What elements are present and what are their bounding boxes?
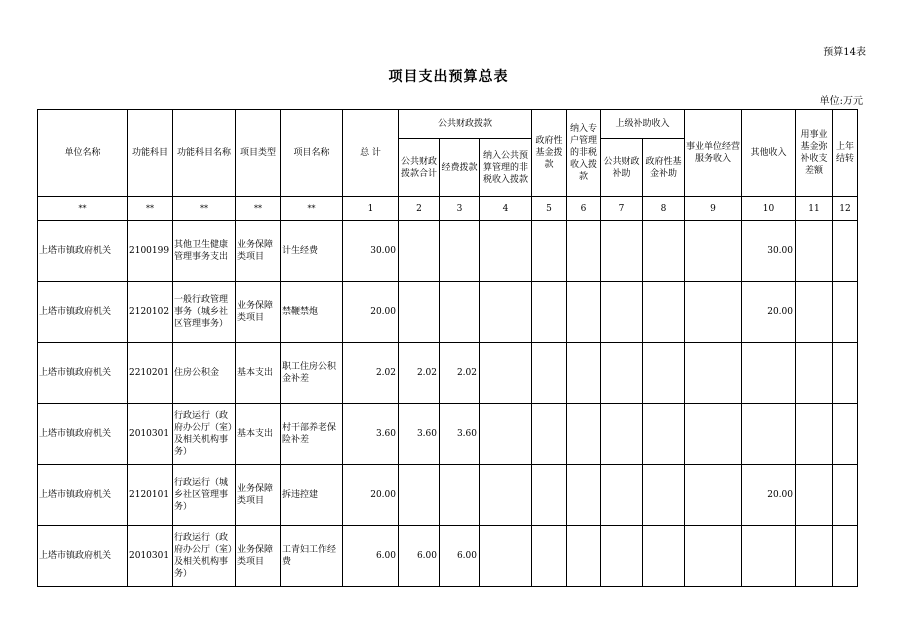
pf-subtotal-cell <box>399 282 440 343</box>
func-code-cell: 2120101 <box>128 465 173 526</box>
pf-funds-cell: 6.00 <box>440 526 480 587</box>
us-public-cell <box>601 404 643 465</box>
other-income-cell: 30.00 <box>742 221 796 282</box>
func-name-cell: 行政运行（政府办公厅（室）及相关机构事务） <box>173 526 236 587</box>
unit-name-cell: 上塔市镇政府机关 <box>38 221 128 282</box>
index-cell: 1 <box>343 197 399 221</box>
business-income-cell <box>685 282 742 343</box>
us-gov-cell <box>643 343 685 404</box>
proj-type-cell: 基本支出 <box>236 404 281 465</box>
index-cell: 2 <box>399 197 440 221</box>
total-cell: 3.60 <box>343 404 399 465</box>
total-cell: 20.00 <box>343 465 399 526</box>
reserve-fund-cell <box>796 343 833 404</box>
special-nontax-cell <box>567 526 601 587</box>
us-public-cell <box>601 221 643 282</box>
header-pf-nontax: 纳入公共预算管理的非税收入拨款 <box>480 139 532 197</box>
header-total: 总 计 <box>343 110 399 197</box>
index-cell: ** <box>236 197 281 221</box>
table-row <box>38 526 858 587</box>
us-public-cell <box>601 465 643 526</box>
table-row <box>38 221 858 282</box>
pf-nontax-cell <box>480 404 532 465</box>
func-code-cell: 2100199 <box>128 221 173 282</box>
header-proj-type: 项目类型 <box>236 110 281 197</box>
us-gov-cell <box>643 404 685 465</box>
table-row <box>38 465 858 526</box>
pf-subtotal-cell: 6.00 <box>399 526 440 587</box>
index-cell: 7 <box>601 197 643 221</box>
header-proj-name: 项目名称 <box>281 110 343 197</box>
special-nontax-cell <box>567 282 601 343</box>
reserve-fund-cell <box>796 282 833 343</box>
other-income-cell: 20.00 <box>742 282 796 343</box>
unit-name-cell: 上塔市镇政府机关 <box>38 465 128 526</box>
carryover-cell <box>833 404 858 465</box>
us-gov-cell <box>643 282 685 343</box>
unit-name-cell: 上塔市镇政府机关 <box>38 343 128 404</box>
header-reserve-fund: 用事业基金弥补收支差额 <box>796 110 833 197</box>
special-nontax-cell <box>567 221 601 282</box>
index-cell: 4 <box>480 197 532 221</box>
header-carryover: 上年结转 <box>833 110 858 197</box>
proj-name-cell: 村干部养老保险补差 <box>281 404 343 465</box>
us-gov-cell <box>643 465 685 526</box>
header-special-nontax: 纳入专户管理的非税收入拨款 <box>567 110 601 197</box>
unit-label: 单位:万元 <box>819 96 863 107</box>
proj-name-cell: 禁鞭禁炮 <box>281 282 343 343</box>
carryover-cell <box>833 282 858 343</box>
unit-name-cell: 上塔市镇政府机关 <box>38 404 128 465</box>
proj-type-cell: 业务保障类项目 <box>236 282 281 343</box>
pf-funds-cell: 3.60 <box>440 404 480 465</box>
func-name-cell: 行政运行（城乡社区管理事务） <box>173 465 236 526</box>
carryover-cell <box>833 343 858 404</box>
header-us-gov: 政府性基金补助 <box>643 139 685 197</box>
index-cell: ** <box>281 197 343 221</box>
index-cell: 5 <box>532 197 567 221</box>
header-public-fiscal: 公共财政拨款 <box>399 110 532 139</box>
func-name-cell: 住房公积金 <box>173 343 236 404</box>
header-other-income: 其他收入 <box>742 110 796 197</box>
total-cell: 20.00 <box>343 282 399 343</box>
index-cell: 11 <box>796 197 833 221</box>
us-public-cell <box>601 343 643 404</box>
table-row <box>38 404 858 465</box>
func-name-cell: 行政运行（政府办公厅（室）及相关机构事务） <box>173 404 236 465</box>
budget-table <box>37 109 858 587</box>
unit-name-cell: 上塔市镇政府机关 <box>38 282 128 343</box>
pf-nontax-cell <box>480 343 532 404</box>
header-func-name: 功能科目名称 <box>173 110 236 197</box>
proj-type-cell: 基本支出 <box>236 343 281 404</box>
gov-fund-cell <box>532 221 567 282</box>
pf-subtotal-cell <box>399 465 440 526</box>
us-public-cell <box>601 526 643 587</box>
header-pf-subtotal: 公共财政拨款合计 <box>399 139 440 197</box>
pf-funds-cell: 2.02 <box>440 343 480 404</box>
header-upper-subsidy: 上级补助收入 <box>601 110 685 139</box>
reserve-fund-cell <box>796 465 833 526</box>
index-cell: ** <box>173 197 236 221</box>
index-cell: 10 <box>742 197 796 221</box>
header-func-code: 功能科目 <box>128 110 173 197</box>
proj-name-cell: 职工住房公积金补差 <box>281 343 343 404</box>
index-cell: 9 <box>685 197 742 221</box>
pf-subtotal-cell: 3.60 <box>399 404 440 465</box>
reserve-fund-cell <box>796 404 833 465</box>
unit-name-cell: 上塔市镇政府机关 <box>38 526 128 587</box>
gov-fund-cell <box>532 404 567 465</box>
carryover-cell <box>833 526 858 587</box>
reserve-fund-cell <box>796 526 833 587</box>
other-income-cell: 20.00 <box>742 465 796 526</box>
index-row <box>38 197 858 221</box>
gov-fund-cell <box>532 465 567 526</box>
pf-nontax-cell <box>480 282 532 343</box>
gov-fund-cell <box>532 282 567 343</box>
carryover-cell <box>833 221 858 282</box>
us-gov-cell <box>643 526 685 587</box>
pf-nontax-cell <box>480 526 532 587</box>
gov-fund-cell <box>532 343 567 404</box>
proj-name-cell: 工青妇工作经费 <box>281 526 343 587</box>
proj-name-cell: 拆违控建 <box>281 465 343 526</box>
reserve-fund-cell <box>796 221 833 282</box>
header-business-income: 事业单位经营服务收入 <box>685 110 742 197</box>
func-name-cell: 一般行政管理事务（城乡社区管理事务） <box>173 282 236 343</box>
total-cell: 30.00 <box>343 221 399 282</box>
other-income-cell <box>742 343 796 404</box>
func-code-cell: 2210201 <box>128 343 173 404</box>
pf-funds-cell <box>440 282 480 343</box>
carryover-cell <box>833 465 858 526</box>
proj-type-cell: 业务保障类项目 <box>236 465 281 526</box>
pf-subtotal-cell: 2.02 <box>399 343 440 404</box>
business-income-cell <box>685 465 742 526</box>
form-number: 预算14表 <box>823 47 866 58</box>
pf-funds-cell <box>440 221 480 282</box>
index-cell: 8 <box>643 197 685 221</box>
index-cell: 12 <box>833 197 858 221</box>
header-us-public: 公共财政补助 <box>601 139 643 197</box>
proj-type-cell: 业务保障类项目 <box>236 221 281 282</box>
pf-nontax-cell <box>480 465 532 526</box>
us-public-cell <box>601 282 643 343</box>
special-nontax-cell <box>567 465 601 526</box>
business-income-cell <box>685 526 742 587</box>
us-gov-cell <box>643 221 685 282</box>
other-income-cell <box>742 404 796 465</box>
special-nontax-cell <box>567 404 601 465</box>
index-cell: 6 <box>567 197 601 221</box>
business-income-cell <box>685 404 742 465</box>
index-cell: ** <box>38 197 128 221</box>
proj-type-cell: 业务保障类项目 <box>236 526 281 587</box>
header-gov-fund: 政府性基金拨款 <box>532 110 567 197</box>
header-unit-name: 单位名称 <box>38 110 128 197</box>
table-row <box>38 282 858 343</box>
total-cell: 6.00 <box>343 526 399 587</box>
proj-name-cell: 计生经费 <box>281 221 343 282</box>
func-code-cell: 2120102 <box>128 282 173 343</box>
header-pf-funds: 经费拨款 <box>440 139 480 197</box>
business-income-cell <box>685 221 742 282</box>
gov-fund-cell <box>532 526 567 587</box>
total-cell: 2.02 <box>343 343 399 404</box>
page-title: 项目支出预算总表 <box>388 69 509 85</box>
table-row <box>38 343 858 404</box>
special-nontax-cell <box>567 343 601 404</box>
pf-subtotal-cell <box>399 221 440 282</box>
index-cell: 3 <box>440 197 480 221</box>
business-income-cell <box>685 343 742 404</box>
pf-funds-cell <box>440 465 480 526</box>
func-name-cell: 其他卫生健康管理事务支出 <box>173 221 236 282</box>
pf-nontax-cell <box>480 221 532 282</box>
func-code-cell: 2010301 <box>128 404 173 465</box>
index-cell: ** <box>128 197 173 221</box>
other-income-cell <box>742 526 796 587</box>
func-code-cell: 2010301 <box>128 526 173 587</box>
